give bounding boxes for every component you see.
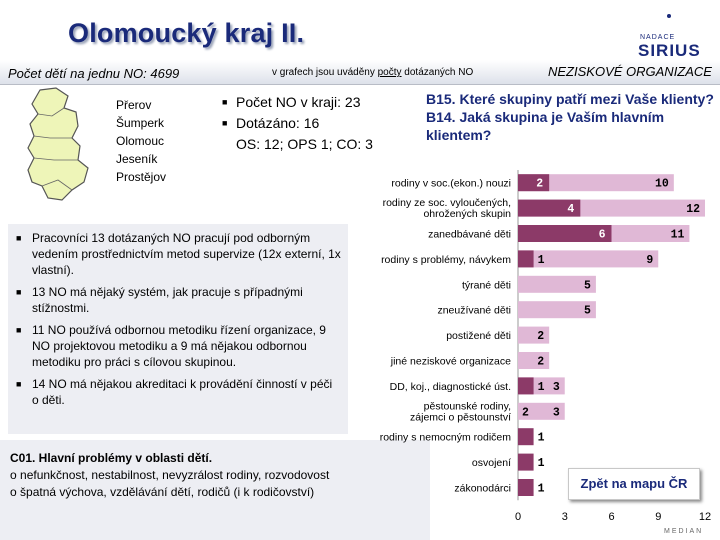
category-label: zákonodárci <box>454 482 511 495</box>
district-item: Jeseník <box>116 152 158 166</box>
ngo-section-label: NEZISKOVÉ ORGANIZACE <box>548 64 712 79</box>
ngo-asked: Dotázáno: 16 <box>236 115 320 131</box>
x-tick-label: 9 <box>655 511 662 524</box>
logo-nadace: NADACE <box>640 34 676 41</box>
district-item: Olomouc <box>116 134 165 148</box>
list-item: ■ 11 NO používá odbornou metodiku řízení organizace, 9 NO projektovou metodiku a 9 má nějakou odbornou metodiku pro práci s cílovou skupinou. <box>16 323 326 369</box>
district-item: Prostějov <box>116 170 167 184</box>
bullet-square-icon: ■ <box>222 97 228 107</box>
x-tick-label: 12 <box>698 511 712 524</box>
ngo-types: OS: 12; OPS 1; CO: 3 <box>236 136 373 152</box>
logo-sirius: SIRIUS <box>638 41 701 60</box>
x-tick-label: 6 <box>608 511 615 524</box>
data-label-large: 2 <box>537 330 545 344</box>
category-label: postižené děti <box>446 330 511 343</box>
data-label-small: 2 <box>536 177 544 191</box>
chart-note: v grafech jsou uváděny počty dotázaných NO <box>272 67 474 78</box>
page-title: Olomoucký kraj II. <box>68 18 305 48</box>
sirius-logo <box>636 8 701 66</box>
data-label-small: 1 <box>537 457 545 471</box>
data-label-large: 3 <box>552 380 560 394</box>
problems-heading: C01. Hlavní problémy v oblasti dětí. <box>10 451 213 465</box>
data-label-large: 10 <box>655 177 669 191</box>
data-label-large: 5 <box>584 304 591 318</box>
category-label: osvojení <box>471 457 511 470</box>
data-label-large: 3 <box>552 406 560 420</box>
district-item: Přerov <box>116 98 152 112</box>
list-item: ■ 14 NO má nějakou akreditaci k provádění činností v péči o děti. <box>16 377 333 407</box>
data-label-small: 2 <box>522 406 529 420</box>
data-label-small: 1 <box>537 380 545 394</box>
district-item: Šumperk <box>116 116 165 130</box>
category-label: DD, koj., diagnostické úst. <box>389 380 511 393</box>
list-item: ■ 13 NO má nějaký systém, jak pracuje s případnými stížnostmi. <box>16 285 303 315</box>
list-item: o špatná výchova, vzdělávání dětí, rodičů (i k rodičovství) <box>10 485 315 499</box>
quality-bullets <box>14 230 342 414</box>
list-item: ■ Pracovníci 13 dotázaných NO pracují pod odborným vedením prostřednictvím metod supervize (12x externí, 1x vlastní). <box>16 231 341 277</box>
data-label-small: 1 <box>537 431 545 445</box>
logo-star-icon <box>636 8 698 36</box>
category-label: zneužívané děti <box>437 304 511 317</box>
bar-large <box>518 352 549 369</box>
bar-small <box>518 250 534 267</box>
question-b15: B15. Které skupiny patří mezi Vaše klienty? <box>426 91 714 107</box>
category-label: rodiny s problémy, návykem <box>381 253 511 266</box>
back-to-map-button[interactable]: Zpět na mapu ČR <box>568 468 700 500</box>
district-list <box>116 96 166 186</box>
category-label: rodiny v soc.(ekon.) nouzi <box>391 177 511 190</box>
bar-small <box>518 225 612 242</box>
bar-small <box>518 174 549 191</box>
bar-small <box>518 377 534 394</box>
category-label: jiné neziskové organizace <box>390 355 511 368</box>
category-label: týrané děti <box>461 279 511 292</box>
bar-large <box>518 327 549 344</box>
data-label-small: 6 <box>598 228 606 242</box>
data-label-small: 4 <box>567 203 575 217</box>
data-label-large: 2 <box>537 355 545 369</box>
question-b14: B14. Jaká skupina je Vaším hlavním klientem? <box>426 109 665 143</box>
children-per-ngo: Počet dětí na jednu NO: 4699 <box>8 66 180 81</box>
chart-questions <box>426 90 716 144</box>
region-map-icon <box>18 86 118 206</box>
bullet-square-icon: ■ <box>222 118 228 128</box>
bar-small <box>518 428 534 445</box>
ngo-stats <box>222 92 373 155</box>
category-label: rodiny s nemocným rodičem <box>379 431 511 444</box>
bar-small <box>518 479 534 496</box>
median-logo: MEDIAN <box>664 528 704 535</box>
data-label-large: 11 <box>670 228 685 242</box>
data-label-large: 9 <box>646 253 654 267</box>
x-tick-label: 0 <box>514 511 522 524</box>
list-item: o nefunkčnost, nestabilnost, nevyzrálost rodiny, rozvodovost <box>10 468 330 482</box>
data-label-small: 1 <box>537 482 545 496</box>
data-label-large: 5 <box>584 279 591 293</box>
header-divider <box>0 84 720 85</box>
data-label-small: 1 <box>537 253 545 267</box>
bar-small <box>518 454 534 471</box>
ngo-count: Počet NO v kraji: 23 <box>236 94 361 110</box>
category-label: zanedbávané děti <box>428 228 511 241</box>
category-label: pěstounské rodiny, zájemci o pěstounství <box>410 400 511 424</box>
data-label-large: 12 <box>686 203 700 217</box>
category-label: rodiny ze soc. vyloučených, ohrožených skupin <box>382 197 511 221</box>
x-tick-label: 3 <box>561 511 568 524</box>
